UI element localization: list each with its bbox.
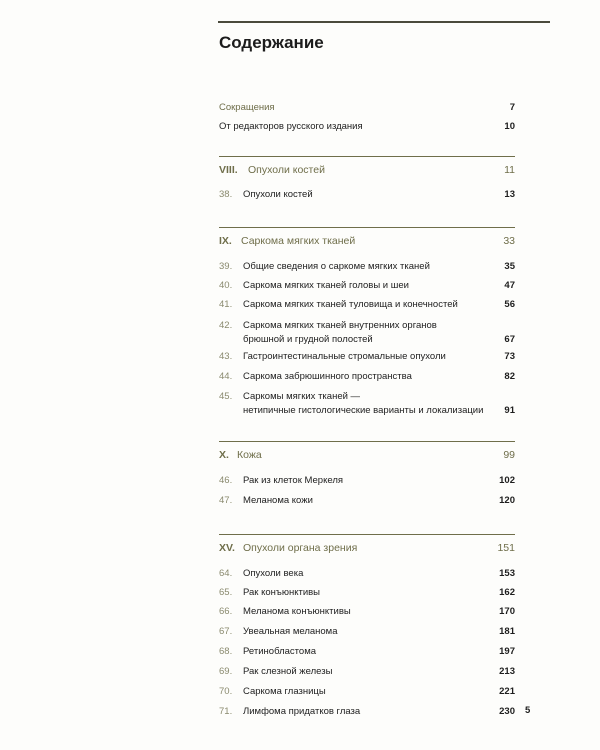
- toc-entry: [219, 390, 515, 416]
- section-number: VIII.: [219, 164, 238, 176]
- entry-page: 56: [504, 299, 515, 310]
- entry-label: Саркома глазницы: [243, 686, 326, 697]
- entry-page: 13: [504, 189, 515, 200]
- entry-number: 69.: [219, 666, 233, 677]
- entry-page: 221: [499, 686, 515, 697]
- toc-entry: [219, 567, 515, 581]
- entry-page: 73: [504, 351, 515, 362]
- entry-page: 91: [504, 405, 515, 416]
- entry-number: 66.: [219, 606, 233, 617]
- entry-number: 40.: [219, 280, 233, 291]
- entry-number: 43.: [219, 351, 233, 362]
- toc-entry: [219, 645, 515, 659]
- toc-entry: [219, 665, 515, 679]
- entry-label: Гастроинтестинальные стромальные опухоли: [243, 351, 446, 362]
- toc-entry: [219, 586, 515, 600]
- section-title: Опухоли органа зрения: [243, 542, 358, 554]
- entry-label: Саркома мягких тканей головы и шеи: [243, 280, 409, 291]
- section-page: 33: [503, 235, 515, 247]
- entry-label-line2: нетипичные гистологические варианты и локализации: [243, 405, 484, 416]
- entry-number: 70.: [219, 686, 233, 697]
- toc-entry: [219, 370, 515, 384]
- entry-page: 67: [504, 334, 515, 345]
- entry-label: Опухоли костей: [243, 189, 313, 200]
- section-number: XV.: [219, 542, 235, 554]
- entry-page: 181: [499, 626, 515, 637]
- section-title: Саркома мягких тканей: [241, 235, 356, 247]
- toc-entry: [219, 494, 515, 508]
- section-header: [219, 540, 515, 556]
- toc-entry: [219, 279, 515, 293]
- entry-label: Меланома конъюнктивы: [243, 606, 351, 617]
- section-rule: [219, 441, 515, 442]
- entry-label: Общие сведения о саркоме мягких тканей: [243, 261, 430, 272]
- toc-entry: [219, 260, 515, 274]
- entry-label: Ретинобластома: [243, 646, 317, 657]
- section-header: [219, 162, 515, 178]
- entry-number: 46.: [219, 475, 233, 486]
- entry-label: Меланома кожи: [243, 495, 313, 506]
- entry-label: Лимфома придатков глаза: [243, 706, 361, 717]
- entry-number: 67.: [219, 626, 233, 637]
- entry-label: Рак слезной железы: [243, 666, 333, 677]
- section-header: [219, 233, 515, 249]
- entry-page: 102: [499, 475, 515, 486]
- toc-entry: [219, 705, 515, 719]
- toc-entry: [219, 685, 515, 699]
- entry-page: 120: [499, 495, 515, 506]
- section-number: IX.: [219, 235, 232, 247]
- toc-entry: [219, 474, 515, 488]
- entry-number: 45.: [219, 391, 233, 402]
- entry-label: Рак конъюнктивы: [243, 587, 320, 598]
- entry-page: 7: [509, 102, 515, 113]
- entry-page: 10: [504, 121, 515, 132]
- entry-number: 64.: [219, 568, 233, 579]
- entry-page: 162: [499, 587, 515, 598]
- entry-page: 35: [504, 261, 515, 272]
- entry-label: Сокращения: [219, 102, 275, 113]
- entry-label: Саркома забрюшинного пространства: [243, 371, 412, 382]
- toc-entry: [219, 120, 515, 134]
- entry-number: 65.: [219, 587, 233, 598]
- entry-page: 153: [499, 568, 515, 579]
- entry-label: Саркома мягких тканей внутренних органов: [243, 320, 437, 331]
- entry-page: 82: [504, 371, 515, 382]
- section-number: X.: [219, 449, 229, 461]
- entry-number: 41.: [219, 299, 233, 310]
- entry-number: 71.: [219, 706, 233, 717]
- section-page: 151: [497, 542, 515, 554]
- entry-number: 47.: [219, 495, 233, 506]
- entry-label: Саркома мягких тканей туловища и конечностей: [243, 299, 458, 310]
- entry-label: Рак из клеток Меркеля: [243, 475, 344, 486]
- section-page: 99: [503, 449, 515, 461]
- section-rule: [219, 156, 515, 157]
- entry-label: От редакторов русского издания: [219, 121, 363, 132]
- entry-label: Опухоли века: [243, 568, 304, 579]
- entry-page: 197: [499, 646, 515, 657]
- section-page: 11: [504, 164, 515, 176]
- entry-number: 39.: [219, 261, 233, 272]
- entry-number: 42.: [219, 320, 233, 331]
- entry-page: 230: [499, 706, 515, 717]
- page-title: Содержание: [219, 33, 324, 52]
- section-title: Кожа: [237, 449, 262, 461]
- page-number: 5: [525, 705, 531, 716]
- entry-page: 47: [504, 280, 515, 291]
- entry-page: 213: [499, 666, 515, 677]
- entry-number: 44.: [219, 371, 233, 382]
- entry-number: 38.: [219, 189, 233, 200]
- section-header: [219, 447, 515, 463]
- entry-label: Саркомы мягких тканей —: [243, 391, 361, 402]
- toc-entry: [219, 298, 515, 312]
- entry-page: 170: [499, 606, 515, 617]
- toc-entry: [219, 319, 515, 345]
- entry-label-line2: брюшной и грудной полостей: [243, 334, 373, 345]
- section-rule: [219, 534, 515, 535]
- toc-entry: [219, 188, 515, 202]
- entry-label: Увеальная меланома: [243, 626, 338, 637]
- toc-entry: [219, 350, 515, 364]
- section-title: Опухоли костей: [248, 164, 325, 176]
- top-rule: [218, 21, 550, 23]
- toc-entry: [219, 101, 515, 115]
- toc-entry: [219, 605, 515, 619]
- entry-number: 68.: [219, 646, 233, 657]
- toc-entry: [219, 625, 515, 639]
- section-rule: [219, 227, 515, 228]
